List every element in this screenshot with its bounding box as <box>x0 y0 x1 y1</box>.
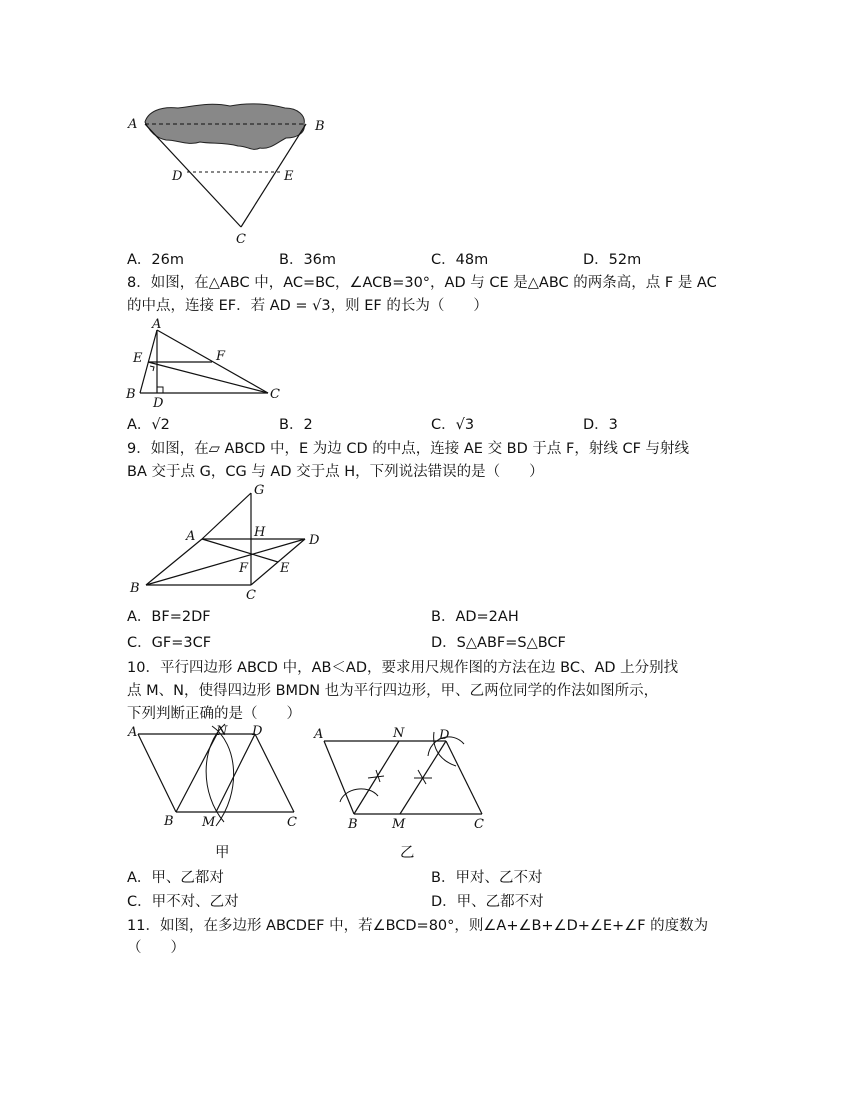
q10-jia-label-a: A <box>128 725 138 740</box>
q9-option-a[interactable]: A．BF=2DF <box>127 609 211 625</box>
q9-label-d: D <box>309 533 320 548</box>
q10-yi-label-m: M <box>392 817 406 832</box>
q8-label-e: E <box>133 351 143 366</box>
q10-text-line3: 下列判断正确的是（ ） <box>127 706 301 722</box>
q8-figure <box>120 316 290 411</box>
q9-option-c[interactable]: C．GF=3CF <box>127 635 212 651</box>
q10-option-b[interactable]: B．甲对、乙不对 <box>431 870 543 886</box>
q8-label-f: F <box>216 349 226 364</box>
q9-figure <box>120 482 330 604</box>
q10-text-line2: 点 M、N，使得四边形 BMDN 也为平行四边形，甲、乙两位同学的作法如图所示， <box>127 683 659 699</box>
q11-text-line2: （ ） <box>127 940 185 956</box>
q9-label-f: F <box>239 561 249 576</box>
q7-option-a[interactable]: A．26m <box>127 252 184 268</box>
q10-jia-label-b: B <box>164 814 174 829</box>
q10-option-a[interactable]: A．甲、乙都对 <box>127 870 224 886</box>
q8-option-a[interactable]: A．√2 <box>127 417 170 433</box>
q7-label-e: E <box>284 169 294 184</box>
q10-yi-label-d: D <box>439 728 450 743</box>
q10-option-c[interactable]: C．甲不对、乙对 <box>127 894 239 910</box>
q10-yi-label-n: N <box>393 726 405 741</box>
q10-yi-label-b: B <box>348 817 358 832</box>
q7-pond-shape <box>145 104 304 150</box>
q10-figure-jia <box>120 722 310 832</box>
q9-label-a: A <box>186 529 196 544</box>
q10-jia-label-m: M <box>202 815 216 830</box>
q11-text-line1: 11．如图，在多边形 ABCDEF 中，若∠BCD=80°，则∠A+∠B+∠D+∠E+∠F 的度数为 <box>127 918 709 934</box>
q10-caption-jia: 甲 <box>215 845 230 861</box>
q8-label-b: B <box>126 387 136 402</box>
q9-text-line2: BA 交于点 G，CG 与 AD 交于点 H，下列说法错误的是（ ） <box>127 464 544 480</box>
q9-option-d[interactable]: D．S△ABF=S△BCF <box>431 635 566 651</box>
q9-label-c: C <box>246 588 256 603</box>
q10-option-d[interactable]: D．甲、乙都不对 <box>431 894 544 910</box>
q7-label-d: D <box>172 169 183 184</box>
q8-text-line1: 8．如图，在△ABC 中，AC=BC，∠ACB=30°，AD 与 CE 是△ABC 的两条高，点 F 是 AC <box>127 275 717 291</box>
q8-label-c: C <box>270 387 280 402</box>
q8-option-c[interactable]: C．√3 <box>431 417 475 433</box>
q10-jia-label-n: N <box>216 724 228 739</box>
q8-text-line2: 的中点，连接 EF．若 AD = √3，则 EF 的长为（ ） <box>127 298 488 314</box>
q10-yi-label-c: C <box>474 817 484 832</box>
q9-label-h: H <box>254 525 266 540</box>
q7-label-c: C <box>236 232 246 247</box>
q7-option-d[interactable]: D．52m <box>583 252 642 268</box>
q9-option-b[interactable]: B．AD=2AH <box>431 609 519 625</box>
q7-label-b: B <box>315 119 325 134</box>
q9-label-g: G <box>254 483 265 498</box>
q10-jia-label-d: D <box>252 724 263 739</box>
q9-label-b: B <box>130 581 140 596</box>
q7-option-b[interactable]: B．36m <box>279 252 337 268</box>
q9-label-e: E <box>280 561 290 576</box>
q7-option-c[interactable]: C．48m <box>431 252 489 268</box>
q8-label-a: A <box>152 317 162 332</box>
q10-text-line1: 10．平行四边形 ABCD 中，AB＜AD，要求用尺规作图的方法在边 BC、AD 上分别找 <box>127 660 679 676</box>
q10-caption-yi: 乙 <box>400 845 415 861</box>
q9-text-line1: 9．如图，在▱ ABCD 中，E 为边 CD 的中点，连接 AE 交 BD 于点 F，射线 CF 与射线 <box>127 441 690 457</box>
q8-label-d: D <box>153 396 164 411</box>
q10-yi-label-a: A <box>314 727 324 742</box>
q7-figure <box>120 98 340 248</box>
q8-option-b[interactable]: B．2 <box>279 417 313 433</box>
q8-option-d[interactable]: D．3 <box>583 417 618 433</box>
q10-jia-label-c: C <box>287 815 297 830</box>
q10-figure-yi <box>306 722 496 832</box>
q7-label-a: A <box>128 117 138 132</box>
